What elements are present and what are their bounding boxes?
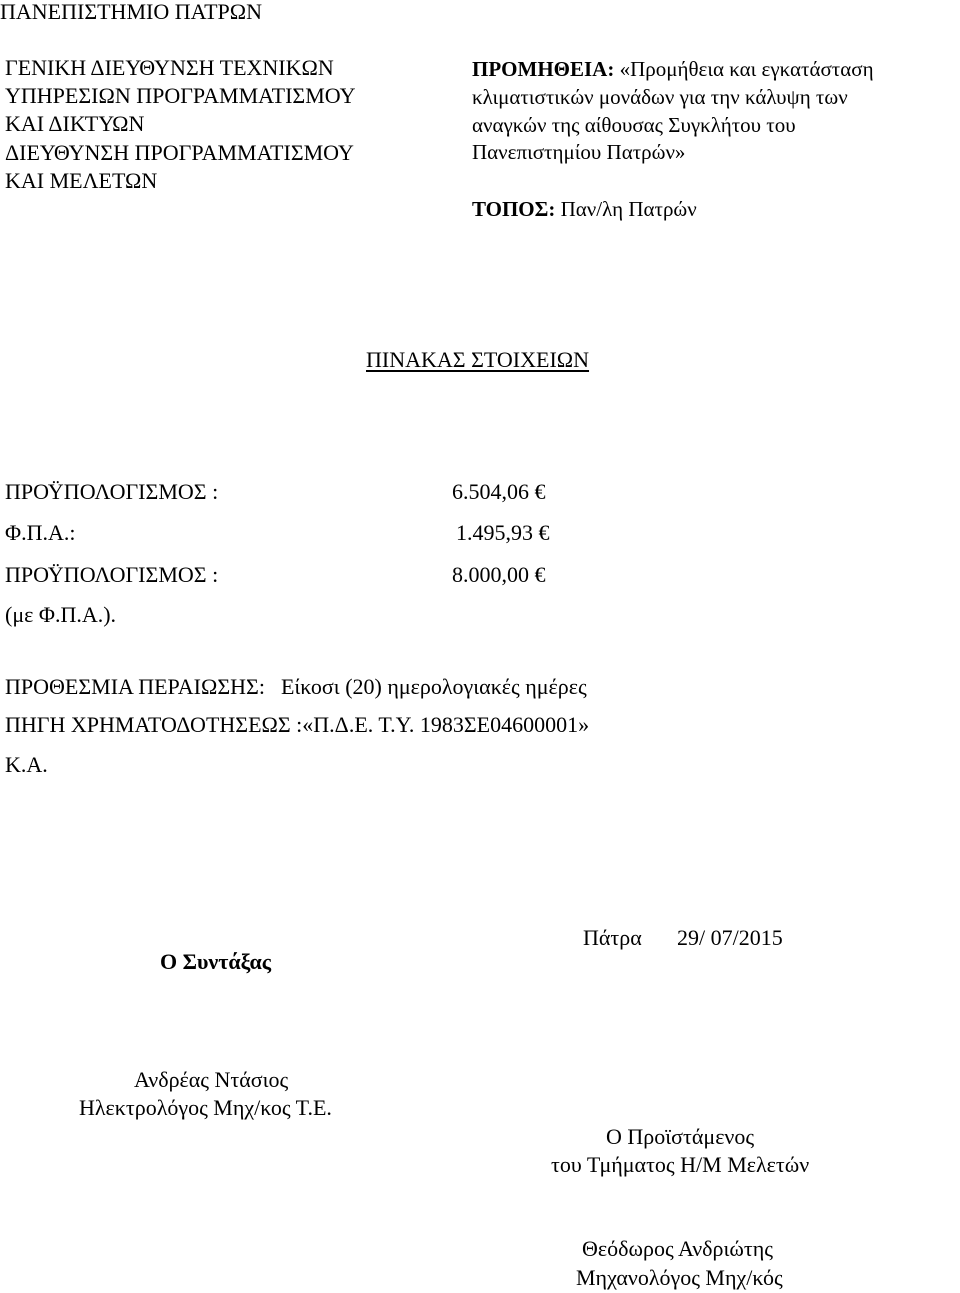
total-budget-label: ΠΡΟΫΠΟΛΟΓΙΣΜΟΣ : — [5, 562, 219, 587]
date: 29/ 07/2015 — [677, 925, 783, 950]
total-budget-value: 8.000,00 € — [452, 562, 546, 587]
department-line: ΓΕΝΙΚΗ ΔΙΕΥΘΥΝΣΗ ΤΕΧΝΙΚΩΝ — [5, 55, 334, 80]
place: Πάτρα — [583, 925, 642, 950]
funding-line — [5, 711, 589, 739]
location-line — [472, 195, 697, 223]
deadline-line — [5, 673, 587, 701]
author-title: Ο Συντάξας — [160, 949, 272, 974]
vat-label: Φ.Π.Α.: — [5, 520, 76, 545]
funding-value: «Π.Δ.Ε. Τ.Υ. 1983ΣΕ04600001» — [302, 712, 590, 737]
head-role: Μηχανολόγος Μηχ/κός — [576, 1265, 783, 1290]
deadline-label: ΠΡΟΘΕΣΜΙΑ ΠΕΡΑΙΩΣΗΣ: — [5, 674, 265, 699]
table-title: ΠΙΝΑΚΑΣ ΣΤΟΙΧΕΙΩΝ — [366, 347, 590, 372]
department-line: ΔΙΕΥΘΥΝΣΗ ΠΡΟΓΡΑΜΜΑΤΙΣΜΟΥ — [5, 139, 354, 165]
department-line: ΚΑΙ ΔΙΚΤΥΩΝ — [5, 111, 145, 137]
project-title-text: «Προμήθεια και εγκατάσταση — [619, 57, 874, 81]
author-role: Ηλεκτρολόγος Μηχ/κος Τ.Ε. — [79, 1095, 332, 1120]
university-title: ΠΑΝΕΠΙΣΤΗΜΙΟ ΠΑΤΡΩΝ — [0, 0, 262, 24]
funding-label: ΠΗΓΗ ΧΡΗΜΑΤΟΔΟΤΗΣΕΩΣ : — [5, 712, 303, 737]
ka-label: Κ.Α. — [5, 752, 48, 777]
project-title-line: κλιματιστικών μονάδων για την κάλυψη των — [472, 84, 848, 109]
head-name: Θεόδωρος Ανδριώτης — [582, 1236, 773, 1261]
department-block — [5, 54, 355, 195]
department-line: ΚΑΙ ΜΕΛΕΤΩΝ — [5, 167, 158, 193]
budget-value: 6.504,06 € — [452, 479, 546, 504]
project-title-line: αναγκών της αίθουσας Συγκλήτου του — [472, 112, 796, 137]
author-name: Ανδρέας Ντάσιος — [134, 1067, 289, 1092]
vat-value: 1.495,93 € — [456, 520, 550, 545]
deadline-value: Είκοσι (20) ημερολογιακές ημέρες — [280, 674, 587, 699]
project-block — [472, 56, 874, 167]
budget-note: (με Φ.Π.Α.). — [5, 602, 117, 627]
head-department: του Τμήματος Η/Μ Μελετών — [551, 1152, 810, 1177]
department-line: ΥΠΗΡΕΣΙΩΝ ΠΡΟΓΡΑΜΜΑΤΙΣΜΟΥ — [5, 83, 356, 109]
budget-label: ΠΡΟΫΠΟΛΟΓΙΣΜΟΣ : — [5, 479, 219, 504]
project-label: ΠΡΟΜΗΘΕΙΑ: — [472, 57, 615, 81]
location-label: ΤΟΠΟΣ: — [472, 197, 556, 221]
location-value: Παν/λη Πατρών — [560, 197, 697, 221]
project-title-line — [472, 56, 874, 84]
project-title-line: Πανεπιστημίου Πατρών» — [472, 140, 686, 165]
head-title: Ο Προϊστάμενος — [606, 1124, 755, 1149]
